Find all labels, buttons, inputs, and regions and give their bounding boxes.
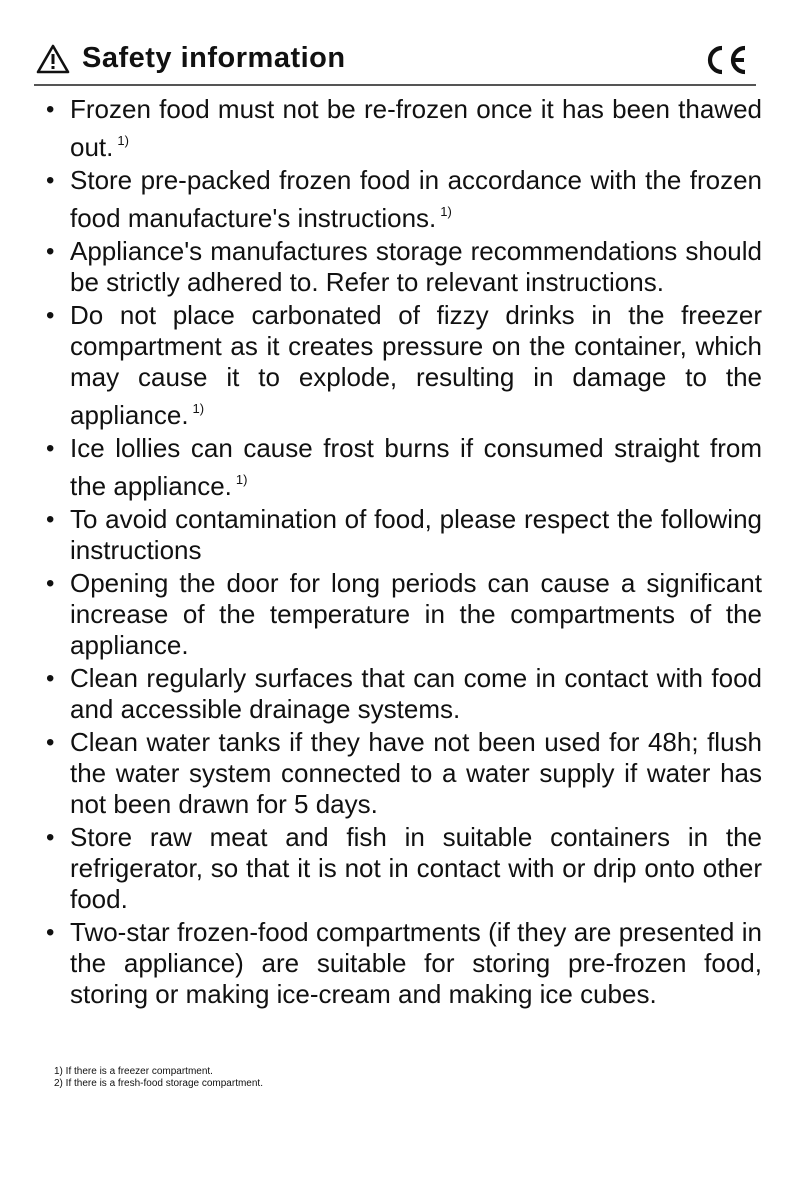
- list-item: [46, 300, 762, 431]
- item-text: Store pre-packed frozen food in accordance with the frozen food manufacture's instructions.: [70, 165, 762, 233]
- footnote-1: 1) If there is a freezer compartment.: [54, 1066, 213, 1077]
- page-header: [34, 38, 756, 82]
- bullet-icon: •: [46, 506, 55, 533]
- bullet-icon: •: [46, 435, 55, 462]
- item-text: Do not place carbonated of fizzy drinks in the freezer compartment as it creates pressure on the container, which may cause it to explode, resulting in damage to the appliance.: [70, 300, 762, 430]
- footnote-ref: 1): [117, 133, 129, 148]
- item-text: Appliance's manufactures storage recommendations should be strictly adhered to. Refer to relevant instructions.: [70, 236, 762, 297]
- item-text: To avoid contamination of food, please respect the following instructions: [70, 504, 762, 565]
- footnote-ref: 1): [235, 472, 248, 487]
- bullet-icon: •: [46, 919, 55, 946]
- bullet-icon: •: [46, 570, 55, 597]
- list-item: [46, 504, 762, 566]
- ce-mark-icon: [702, 44, 748, 76]
- item-text: Two-star frozen-food compartments (if they are presented in the appliance) are suitable for storing pre-frozen food, storing or making ice-cream and making ice cubes.: [70, 917, 762, 1009]
- item-text: Opening the door for long periods can cause a significant increase of the temperature in the compartments of the appliance.: [70, 568, 762, 660]
- safety-list: [46, 94, 762, 1012]
- list-item: [46, 433, 762, 502]
- bullet-icon: •: [46, 824, 55, 851]
- list-item: [46, 822, 762, 915]
- list-item: [46, 94, 762, 163]
- footnote-ref: 1): [192, 401, 205, 416]
- bullet-icon: •: [46, 167, 55, 194]
- bullet-icon: •: [46, 729, 55, 756]
- bullet-icon: •: [46, 96, 55, 123]
- list-item: [46, 727, 762, 820]
- item-text: Clean water tanks if they have not been used for 48h; flush the water system connected to a water supply if water has not been drawn for 5 days.: [70, 727, 762, 819]
- list-item: [46, 663, 762, 725]
- warning-triangle-icon: [36, 44, 70, 74]
- header-divider: [34, 84, 756, 86]
- list-item: [46, 236, 762, 298]
- list-item: [46, 165, 762, 234]
- item-text: Frozen food must not be re-frozen once it has been thawed out.: [70, 94, 762, 162]
- footnote-2: 2) If there is a fresh-food storage compartment.: [54, 1078, 263, 1089]
- item-text: Store raw meat and fish in suitable containers in the refrigerator, so that it is not in contact with or drip onto other food.: [70, 822, 762, 914]
- item-text: Clean regularly surfaces that can come in contact with food and accessible drainage systems.: [70, 663, 762, 724]
- list-item: [46, 568, 762, 661]
- item-text: Ice lollies can cause frost burns if consumed straight from the appliance.: [70, 433, 762, 501]
- page-title: Safety information: [82, 42, 346, 74]
- bullet-icon: •: [46, 238, 55, 265]
- footnotes: [54, 1066, 263, 1090]
- bullet-icon: •: [46, 665, 55, 692]
- list-item: [46, 917, 762, 1010]
- bullet-icon: •: [46, 302, 55, 329]
- footnote-ref: 1): [440, 204, 452, 219]
